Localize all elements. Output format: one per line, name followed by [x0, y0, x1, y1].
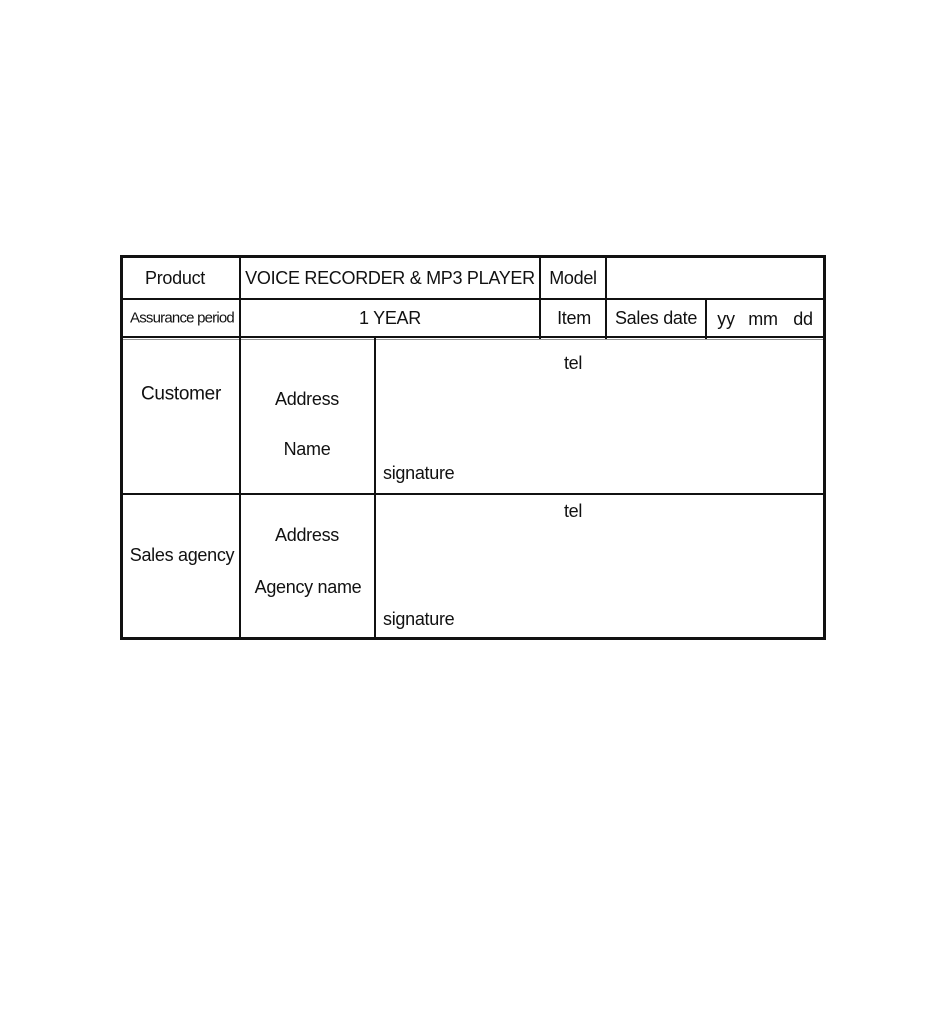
col-divider-date — [705, 298, 707, 339]
agency-address-label: Address — [275, 525, 339, 545]
row-divider-2b — [123, 339, 823, 340]
sales-date-dd[interactable]: dd — [793, 309, 813, 329]
col-divider-label — [239, 258, 241, 637]
customer-name-label: Name — [283, 439, 331, 459]
col-divider-model-value — [605, 258, 607, 339]
sales-date-yy[interactable]: yy — [717, 309, 735, 329]
customer-label: Customer — [141, 383, 221, 405]
sales-date-mm[interactable]: mm — [748, 309, 778, 329]
agency-signature-label: signature — [383, 609, 455, 629]
item-label: Item — [557, 308, 591, 328]
assurance-period-label: Assurance period — [130, 309, 234, 327]
customer-address-label: Address — [275, 389, 339, 409]
product-value: VOICE RECORDER & MP3 PLAYER — [245, 268, 535, 288]
product-label: Product — [145, 268, 205, 288]
sales-date-label: Sales date — [614, 308, 698, 328]
agency-name-label: Agency name — [254, 577, 362, 597]
warranty-card — [120, 255, 826, 640]
col-divider-model — [539, 258, 541, 339]
row-divider-2 — [123, 336, 823, 338]
row-divider-1 — [123, 298, 823, 300]
model-label: Model — [549, 268, 597, 288]
row-divider-3 — [123, 493, 823, 495]
agency-tel-label: tel — [563, 501, 583, 521]
assurance-period-value: 1 YEAR — [359, 308, 421, 328]
customer-signature-label: signature — [383, 463, 455, 483]
col-divider-fields — [374, 338, 376, 637]
customer-tel-label: tel — [563, 353, 583, 373]
sales-agency-label: Sales agency — [129, 545, 235, 565]
